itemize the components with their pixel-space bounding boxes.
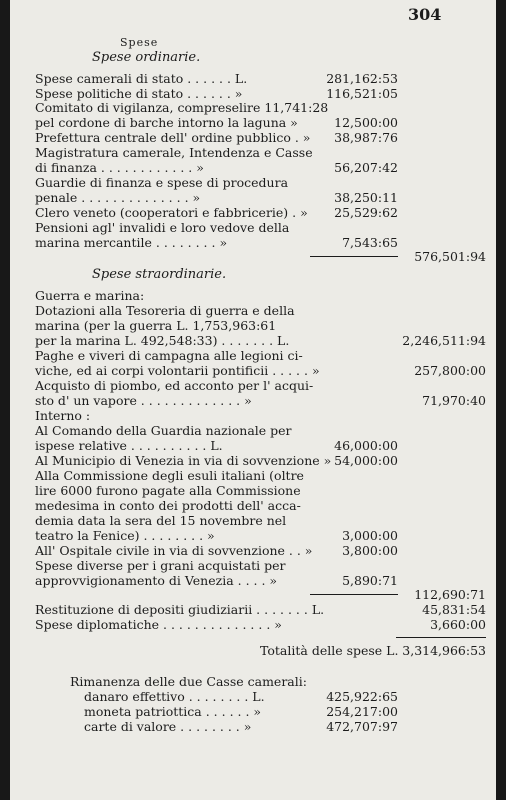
- section-heading: Spese: [120, 36, 159, 49]
- ordinary-row-amount: 38,250:11: [334, 190, 398, 205]
- ordinary-row-label: Guardie di finanza e spese di procedura: [35, 175, 289, 190]
- war-row-label: Paghe e viveri di campagna alle legioni ci-: [35, 348, 303, 363]
- interior-row-label: Alla Commissione degli esuli italiani (oltre: [35, 468, 304, 483]
- war-row-amount: 71,970:40: [422, 393, 486, 408]
- war-row-label: viche, ed ai corpi volontarii pontificii . . . . . »: [35, 363, 320, 378]
- ordinary-total-rule: [310, 256, 398, 257]
- ordinary-row-label: Spese camerali di stato . . . . . . L.: [35, 71, 248, 86]
- interior-row-amount: 54,000:00: [334, 453, 398, 468]
- ordinary-row-label: Magistratura camerale, Intendenza e Casse: [35, 145, 313, 160]
- ordinary-row-label: penale . . . . . . . . . . . . . . »: [35, 190, 201, 205]
- war-row-label: marina (per la guerra L. 1,753,963:61: [35, 318, 277, 333]
- war-row-amount: 2,246,511:94: [402, 333, 486, 348]
- ordinary-row-label: di finanza . . . . . . . . . . . . »: [35, 160, 204, 175]
- page-number: 304: [408, 5, 442, 24]
- remainder-row-label: moneta patriottica . . . . . . »: [84, 704, 262, 719]
- book-page: [10, 0, 496, 800]
- ordinary-total: 576,501:94: [414, 249, 486, 264]
- interior-row-label: Spese diverse per i grani acquistati per: [35, 558, 286, 573]
- remainder-heading: Rimanenza delle due Casse camerali:: [70, 674, 307, 689]
- ordinary-row-amount: 56,207:42: [334, 160, 398, 175]
- other-row-label: Restituzione di depositi giudiziarii . . . . . . . L.: [35, 602, 325, 617]
- interior-row-label: ispese relative . . . . . . . . . . L.: [35, 438, 223, 453]
- remainder-row-amount: 472,707:97: [326, 719, 398, 734]
- interior-row-amount: 3,800:00: [342, 543, 398, 558]
- interior-row-label: demia data la sera del 15 novembre nel: [35, 513, 287, 528]
- war-row-label: Dotazioni alla Tesoreria di guerra e della: [35, 303, 295, 318]
- ordinary-row-amount: 7,543:65: [342, 235, 398, 250]
- interior-row-label: All' Ospitale civile in via di sovvenzione . . »: [35, 543, 313, 558]
- grand-total-amount: 3,314,966:53: [402, 643, 486, 658]
- ordinary-row-label: marina mercantile . . . . . . . . »: [35, 235, 228, 250]
- ordinary-row-amount: 281,162:53: [326, 71, 398, 86]
- other-row-label: Spese diplomatiche . . . . . . . . . . . . . . »: [35, 617, 282, 632]
- interior-row-label: Al Municipio di Venezia in via di sovvenzione »: [35, 453, 332, 468]
- ordinary-title: Spese ordinarie.: [92, 50, 201, 65]
- war-heading: Guerra e marina:: [35, 288, 145, 303]
- remainder-row-amount: 254,217:00: [326, 704, 398, 719]
- grand-total-rule: [396, 637, 486, 638]
- ordinary-row-amount: 116,521:05: [326, 86, 398, 101]
- ordinary-row-label: Spese politiche di stato . . . . . . »: [35, 86, 243, 101]
- interior-row-label: teatro la Fenice) . . . . . . . . »: [35, 528, 215, 543]
- ordinary-row-label: Prefettura centrale dell' ordine pubblico . »: [35, 130, 311, 145]
- interior-total-rule: [310, 594, 398, 595]
- interior-row-label: Al Comando della Guardia nazionale per: [35, 423, 292, 438]
- interior-row-amount: 5,890:71: [342, 573, 398, 588]
- interior-row-label: medesima in conto dei prodotti dell' acca-: [35, 498, 301, 513]
- interior-heading: Interno :: [35, 408, 91, 423]
- ordinary-row-amount: 38,987:76: [334, 130, 398, 145]
- war-row-amount: 257,800:00: [414, 363, 486, 378]
- war-row-label: per la marina L. 492,548:33) . . . . . . . L.: [35, 333, 290, 348]
- extraordinary-title: Spese straordinarie.: [92, 267, 227, 282]
- other-row-amount: 45,831:54: [422, 602, 486, 617]
- ordinary-row-label: Comitato di vigilanza, compreselire 11,741:28: [35, 100, 329, 115]
- ordinary-row-label: Pensioni agl' invalidi e loro vedove della: [35, 220, 290, 235]
- war-row-label: sto d' un vapore . . . . . . . . . . . . . »: [35, 393, 252, 408]
- ordinary-row-label: Clero veneto (cooperatori e fabbricerie) . »: [35, 205, 308, 220]
- interior-row-label: lire 6000 furono pagate alla Commissione: [35, 483, 301, 498]
- remainder-row-label: danaro effettivo . . . . . . . . L.: [84, 689, 265, 704]
- ordinary-row-label: pel cordone di barche intorno la laguna »: [35, 115, 298, 130]
- other-row-amount: 3,660:00: [430, 617, 486, 632]
- war-row-label: Acquisto di piombo, ed acconto per l' acqui-: [35, 378, 314, 393]
- interior-row-amount: 3,000:00: [342, 528, 398, 543]
- ordinary-row-amount: 25,529:62: [334, 205, 398, 220]
- grand-total-label: Totalità delle spese L.: [260, 643, 399, 658]
- interior-row-label: approvvigionamento di Venezia . . . . »: [35, 573, 278, 588]
- remainder-row-label: carte di valore . . . . . . . . »: [84, 719, 252, 734]
- interior-row-amount: 46,000:00: [334, 438, 398, 453]
- ordinary-row-amount: 12,500:00: [334, 115, 398, 130]
- remainder-row-amount: 425,922:65: [326, 689, 398, 704]
- interior-total: 112,690:71: [414, 587, 486, 602]
